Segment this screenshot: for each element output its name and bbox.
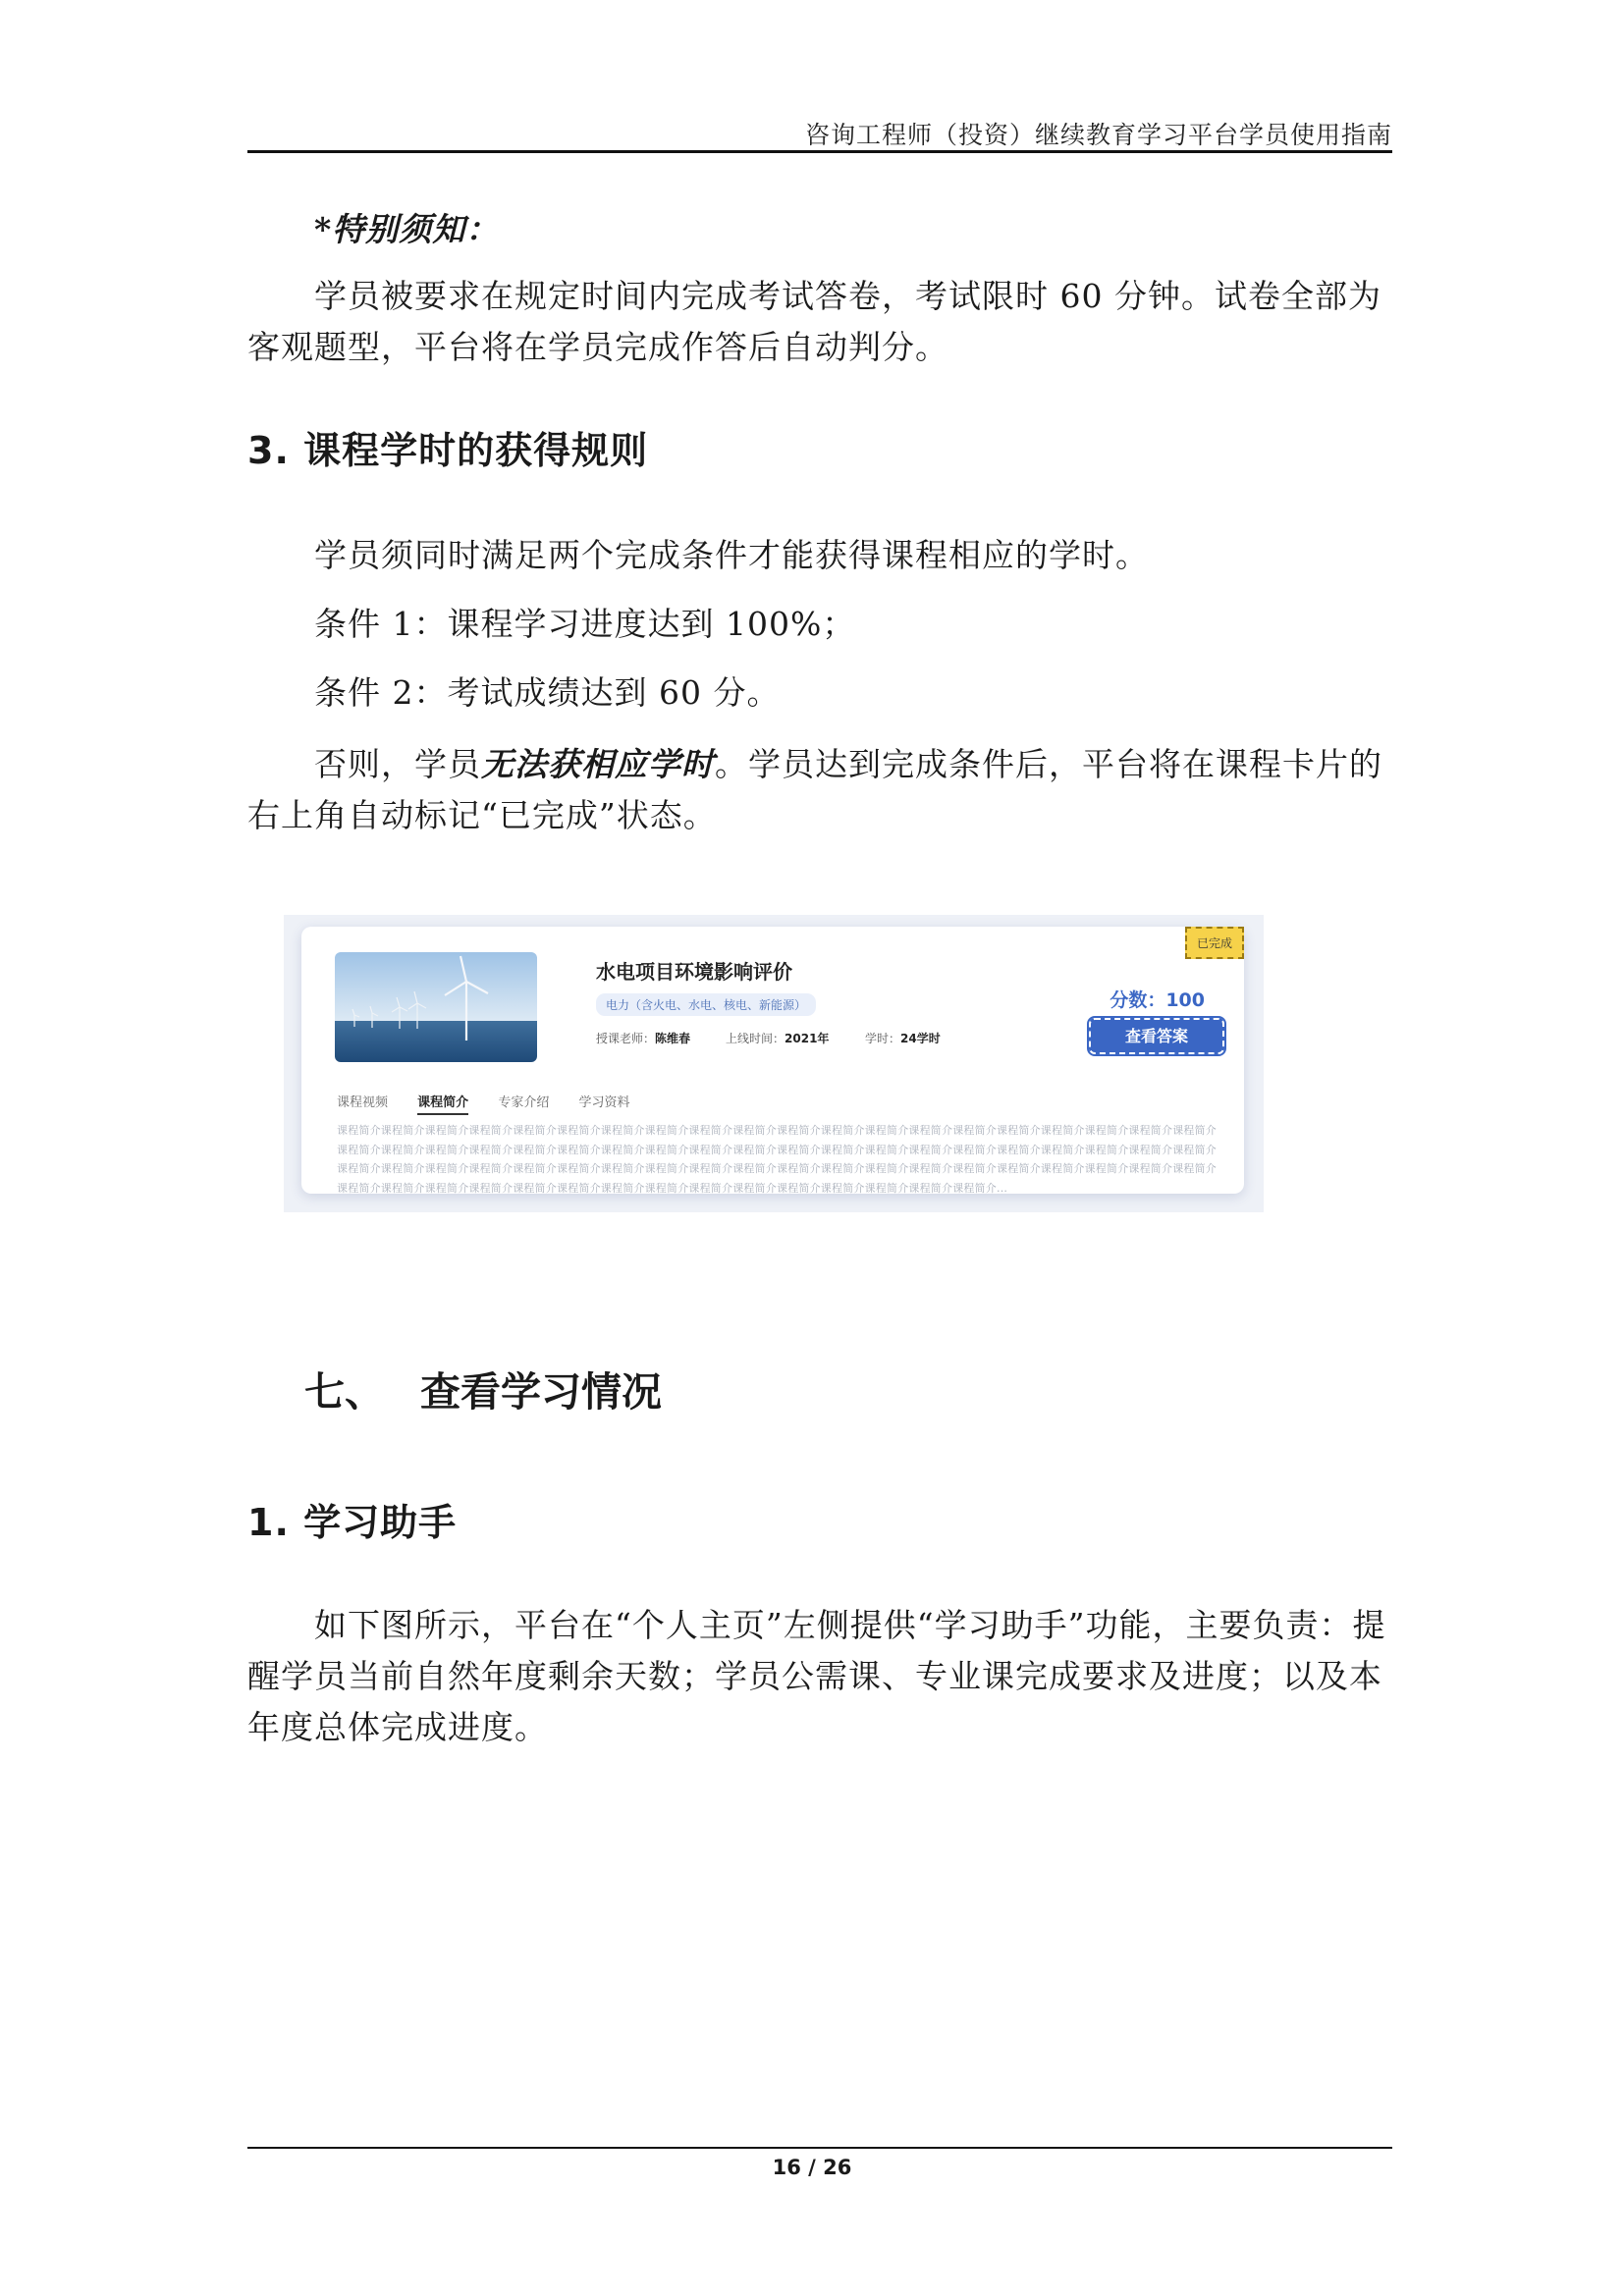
- course-teacher: 授课老师：陈维春: [596, 1032, 691, 1045]
- condition-2: 条件 2：考试成绩达到 60 分。: [314, 673, 781, 712]
- section-heading-3: 3. 课程学时的获得规则: [247, 429, 649, 472]
- running-header: 咨询工程师（投资）继续教育学习平台学员使用指南: [804, 121, 1392, 149]
- completed-badge: 已完成: [1185, 927, 1244, 959]
- section-heading-1: 1. 学习助手: [247, 1501, 458, 1544]
- rule-intro: 学员须同时满足两个完成条件才能获得课程相应的学时。: [314, 536, 1149, 574]
- course-thumbnail: [335, 952, 537, 1062]
- course-card-screenshot: [284, 915, 1264, 1212]
- course-score: 分数：100: [1110, 989, 1205, 1011]
- header-rule: [247, 150, 1392, 153]
- condition-1: 条件 1：课程学习进度达到 100%；: [314, 605, 856, 643]
- tab-expert-intro[interactable]: 专家介绍: [498, 1095, 550, 1110]
- course-tabs: [337, 1092, 655, 1110]
- tab-study-materials[interactable]: 学习资料: [578, 1095, 630, 1110]
- tab-course-intro[interactable]: 课程简介: [417, 1095, 468, 1115]
- view-answers-button[interactable]: 查看答案: [1089, 1018, 1224, 1054]
- course-category-tag: 电力（含火电、水电、核电、新能源）: [596, 993, 816, 1016]
- chapter-heading: 七、 查看学习情况: [304, 1368, 662, 1415]
- notice-paragraph: 学员被要求在规定时间内完成考试答卷，考试限时 60 分钟。试卷全部为客观题型，平台将在学员完成作答后自动判分。: [247, 277, 1381, 366]
- course-description: 课程简介课程简介课程简介课程简介课程简介课程简介课程简介课程简介课程简介课程简介课程简介课程简介课程简介课程简介课程简介课程简介课程简介课程简介课程简介课程简介课程简介课程简介课程简介课程简介课程简介课程简介课程简介课程简介课程简介课程简介课程简介课程简介课程简介课程简介课程简介课程简介课程简介课程简介课程简介课程简介课程简介课程简介课程简介课程简介课程简介课程简介课程简介课程简介课程简介课程简介课程简介课程简介课程简介课程简介课程简介课程简介课程简介课程简介课程简介课程简介课程简介课程简介课程简介课程简介课程简介课程简介课程简介课程简介课程简介课程简介课程简介课程简介课程简介课程简介课程简介...: [337, 1124, 1217, 1195]
- assistant-paragraph: 如下图所示，平台在“个人主页”左侧提供“学习助手”功能，主要负责：提醒学员当前自然年度剩余天数；学员公需课、专业课完成要求及进度；以及本年度总体完成进度。: [247, 1606, 1386, 1746]
- course-hours: 学时：24学时: [865, 1032, 941, 1045]
- course-title[interactable]: 水电项目环境影响评价: [596, 960, 792, 984]
- rule-emphasis: 无法获相应学时: [481, 745, 715, 783]
- footer-rule: [247, 2147, 1392, 2149]
- course-card[interactable]: [301, 927, 1244, 1194]
- tab-course-video[interactable]: 课程视频: [337, 1095, 389, 1110]
- notice-label: *特别须知：: [314, 210, 500, 248]
- page-number: 16 / 26: [772, 2156, 852, 2179]
- course-online-date: 上线时间：2021年: [726, 1032, 830, 1045]
- rule-paragraph: 否则，学员无法获相应学时。学员达到完成条件后，平台将在课程卡片的右上角自动标记“已完成”状态。: [247, 745, 1382, 834]
